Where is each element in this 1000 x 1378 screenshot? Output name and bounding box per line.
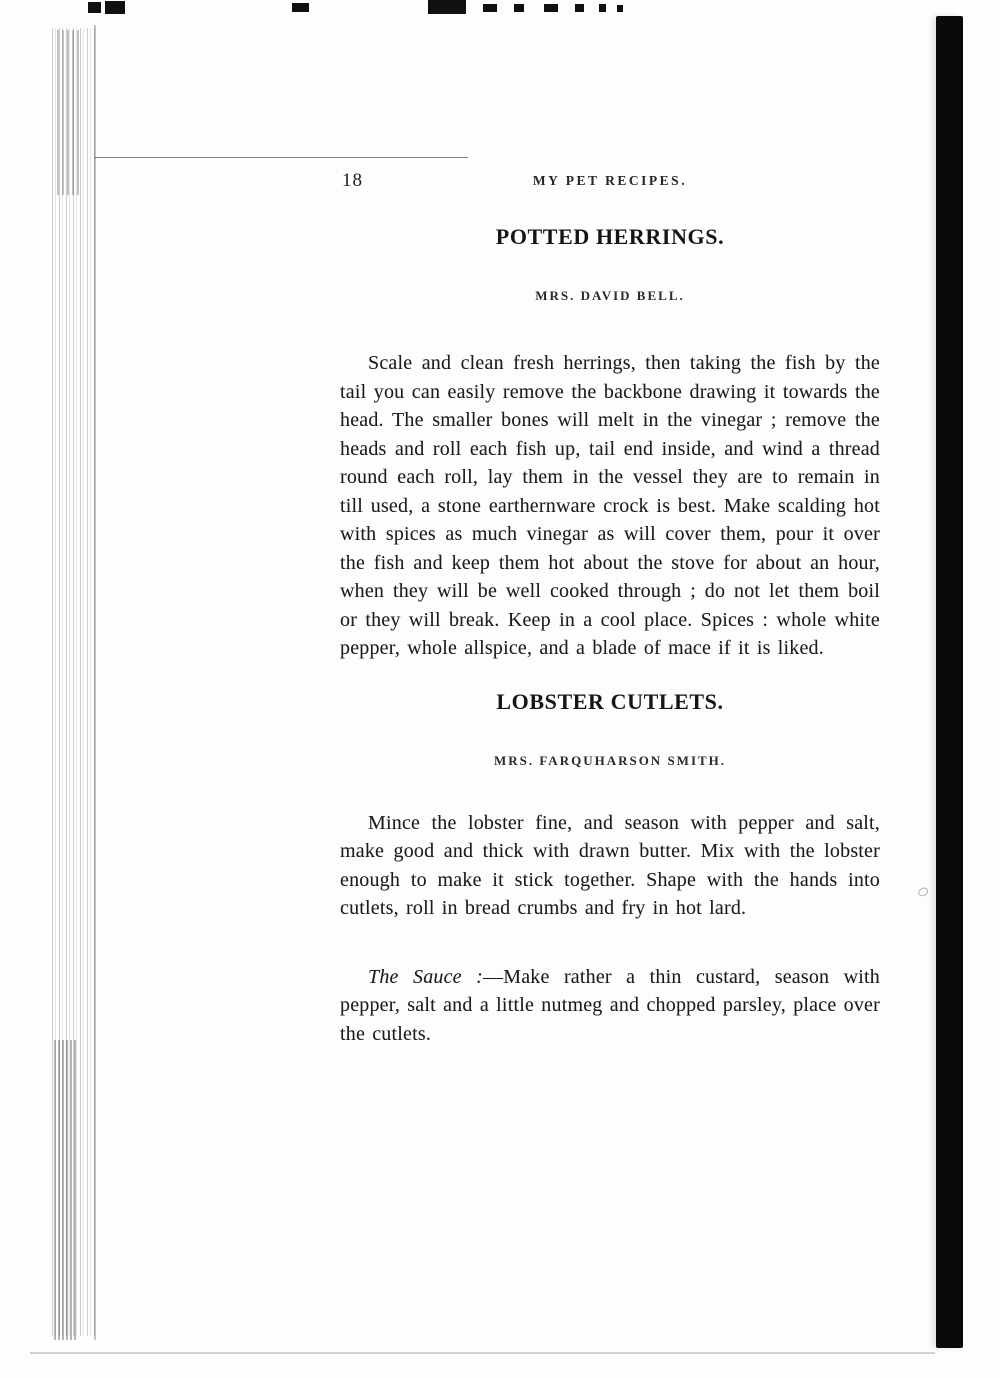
- recipe-title: LOBSTER CUTLETS.: [496, 688, 724, 714]
- sauce-text: —Make rather a thin custard, season with pepper, salt and a little nutmeg and chopped parsley, place over the cutlets.: [340, 965, 880, 1045]
- page-crease-line: [94, 25, 96, 1340]
- scan-artifact-top-mark: [428, 0, 466, 14]
- scan-artifact-top-mark: [575, 4, 584, 12]
- recipe-sauce-paragraph: [340, 963, 880, 1049]
- sauce-lead: The Sauce :: [368, 965, 484, 988]
- recipe-lobster-cutlets: [340, 689, 880, 1049]
- book-spine-shadow: [936, 16, 963, 1348]
- page-number: 18: [342, 170, 363, 191]
- scan-artifact-top-mark: [292, 3, 309, 12]
- scan-artifact-top-mark: [617, 5, 623, 12]
- running-header: [340, 170, 880, 192]
- recipe-potted-herrings: [340, 224, 880, 663]
- recipe-title: POTTED HERRINGS.: [495, 224, 725, 249]
- scan-artifact-top-mark: [105, 1, 125, 14]
- scan-blotch-top-left: [57, 30, 79, 195]
- scan-blotch-bottom-left: [54, 1040, 78, 1340]
- scan-artifact-top-mark: [599, 4, 606, 12]
- recipe-attribution: MRS. DAVID BELL.: [535, 288, 685, 303]
- recipe-attribution: MRS. FARQUHARSON SMITH.: [493, 752, 727, 768]
- recipe-paragraph: Scale and clean fresh herrings, then taking the fish by the tail you can easily remove the backbone drawing it towards the head. The smaller bones will melt in the vinegar ; remove the heads and roll each fish up, tail end inside, and wind a thread round each roll, lay them in the vessel they are to remain in till used, a stone earthernware crock is best. Make scalding hot with spices as much vinegar as will cover them, pour it over the fish and keep them hot about the stove for about an hour, when they will be well cooked through ; do not let them boil or they will break. Keep in a cool place. Spices : whole white pepper, whole allspice, and a blade of mace if it is liked.: [340, 352, 880, 659]
- scan-artifact-top-mark: [544, 4, 558, 12]
- recipe-paragraph: Mince the lobster fine, and season with pepper and salt, make good and thick with drawn butter. Mix with the lobster enough to make it stick together. Shape with the hands into cutlets, roll in bread crumbs and fry in hot lard.: [340, 811, 880, 919]
- scan-artifact-top-mark: [483, 4, 497, 12]
- running-title: MY PET RECIPES.: [532, 173, 688, 188]
- scan-artifact-top-mark: [88, 2, 101, 13]
- page-content: [340, 170, 880, 1048]
- header-rule-line: [95, 157, 468, 158]
- page-bottom-edge-line: [30, 1352, 935, 1354]
- scan-artifact-top-mark: [514, 4, 524, 12]
- scan-speck: [917, 887, 929, 898]
